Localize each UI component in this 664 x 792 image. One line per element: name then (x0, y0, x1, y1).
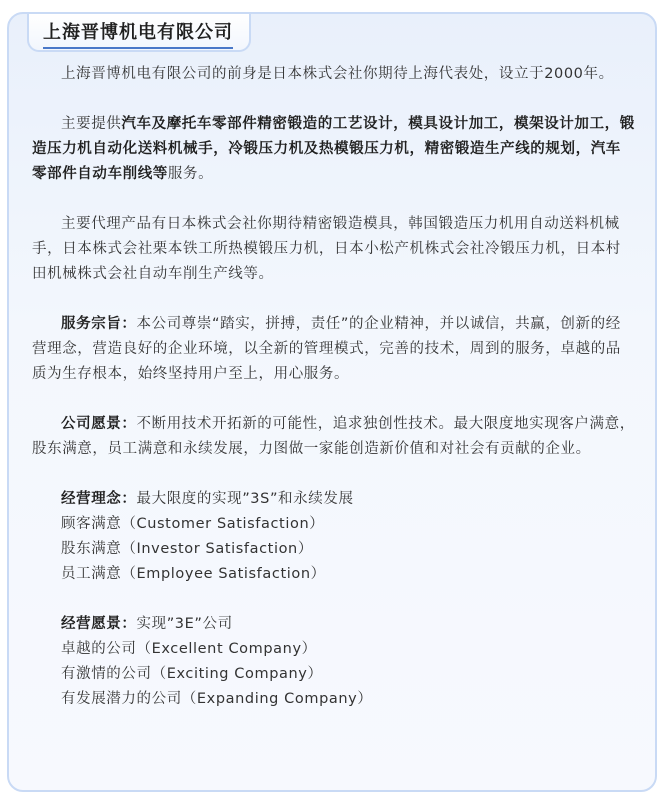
business-vision-heading (61, 612, 635, 637)
vision-text: 不断用技术开拓新的可能性，追求独创性技术。最大限度地实现客户满意，股东满意，员工满意和永续发展，力图做一家能创造新价值和对社会有贡献的企业。 (32, 416, 635, 457)
purpose-text: 本公司尊崇“踏实，拼搏，责任”的企业精神，并以诚信，共赢，创新的经营理念，营造良好的企业环境，以全新的管理模式，完善的技术，周到的服务，卓越的品质为生存根本，始终坚持用户至上，用心服务。 (32, 316, 621, 382)
profile-content (32, 62, 635, 737)
business-vision-text: 实现”3E”公司 (136, 616, 233, 632)
list-item: 顾客满意（Customer Satisfaction） (61, 516, 325, 532)
agency-paragraph: 主要代理产品有日本株式会社你期待精密锻造模具，韩国锻造压力机用自动送料机械手，日本株式会社栗本铁工所热模锻压力机，日本小松产机株式会社冷锻压力机，日本村田机械株式会社自动车削生产线等。 (32, 216, 621, 282)
philosophy-heading (61, 487, 635, 512)
philosophy-label: 经营理念： (61, 491, 137, 507)
list-item: 有激情的公司（Exciting Company） (61, 666, 323, 682)
business-vision-section (32, 612, 635, 712)
page-title: 上海晋博机电有限公司 (43, 18, 233, 49)
philosophy-text: 最大限度的实现”3S”和永续发展 (136, 491, 354, 507)
services-paragraph (32, 112, 635, 187)
list-item: 员工满意（Employee Satisfaction） (61, 566, 326, 582)
services-suffix: 服务。 (167, 166, 214, 182)
purpose-label: 服务宗旨： (61, 316, 137, 332)
vision-paragraph (32, 412, 635, 462)
business-vision-label: 经营愿景： (61, 616, 137, 632)
list-item: 有发展潜力的公司（Expanding Company） (61, 691, 373, 707)
services-prefix: 主要提供 (61, 116, 122, 132)
list-item: 股东满意（Investor Satisfaction） (61, 541, 313, 557)
philosophy-section (32, 487, 635, 587)
title-tab (27, 14, 251, 52)
list-item: 卓越的公司（Excellent Company） (61, 641, 317, 657)
purpose-paragraph (32, 312, 635, 387)
vision-label: 公司愿景： (61, 416, 137, 432)
intro-paragraph: 上海晋博机电有限公司的前身是日本株式会社你期待上海代表处，设立于2000年。 (61, 66, 614, 82)
services-highlight: 汽车及摩托车零部件精密锻造的工艺设计，模具设计加工，模架设计加工，锻造压力机自动化送料机械手，冷锻压力机及热模锻压力机，精密锻造生产线的规划，汽车零部件自动车削线等 (32, 116, 635, 182)
